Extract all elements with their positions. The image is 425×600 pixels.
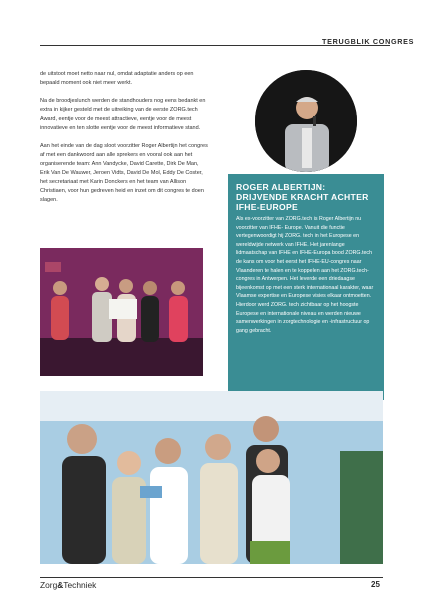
award-group-photo (40, 248, 203, 376)
award-group-illustration (40, 248, 203, 376)
panel-title: ROGER ALBERTIJN: DRIJVENDE KRACHT ACHTER IFHE-EUROPE (236, 182, 369, 212)
publication-brand (40, 580, 96, 590)
footer-rule (40, 577, 383, 578)
portrait-illustration (255, 70, 357, 172)
page-number: 25 (371, 580, 380, 589)
brand-part-2: Techniek (63, 580, 97, 590)
ceremony-illustration (40, 391, 383, 564)
roger-albertijn-portrait (255, 70, 357, 172)
article-paragraph-1: de uitstoot moet netto naar nul, omdat adaptatie anders op een bepaald moment ook niet meer werkt. (40, 71, 194, 87)
panel-text: Als ex-voorzitter van ZORG.tech is Roger Albertijn nu voorzitter van IFHE- Europe. Vanuit die functie vertegenwoordigt hij ZORG. tech in het Europese en wereldwijde netwerk van IFHE. Het jarenlange lidmaatschap van IFHE en IFHE-Europa bood ZORG.tech de kans om voor het eerst het IFHE-EU-congres naar Vlaanderen te halen en te koppelen aan het ZORG.tech-congres in Antwerpen. Het leverde een driedaagse bijeenkomst op met een sterk internationaal karakter, waar Vlaamse expertise en Europese visies elkaar ontmoetten. Hierdoor werd ZORG. tech zichtbaar op het hoogste Europese en internationale niveau en werden nieuwe samenwerkingen in zorgtechnologie en -infrastructuur op gang gebracht. (236, 216, 374, 334)
brand-ampersand: & (57, 580, 64, 590)
section-label: TERUGBLIK CONGRES (322, 37, 415, 46)
brand-part-1: Zorg (40, 580, 58, 590)
article-paragraph-3: Aan het einde van de dag sloot voorzitter Roger Albertijn het congres af met een dankwoord aan alle sprekers en vooral ook aan het organiserende team: Ann Vandycke, David Carette, Dirk De Man, Erik Van De Wauwer, Jeroen Vidts, David De Mol, Eddy De Coster, het secretariaat met Karin Donckers en het team van Allison Christiaen, voor hun gedreven heid en inzet om dit congres te doen slagen. (40, 142, 208, 204)
article-body (40, 70, 208, 214)
award-ceremony-photo (40, 391, 383, 564)
article-paragraph-2: Na de broodjeslunch werden de standhouders nog eens bedankt en extra in kijker gesteld met de uitreiking van de eerste ZORG.tech Award, eentje voor de meest attractieve, eentje voor de meest innovatieve en ten slotte eentje voor de meest informatieve stand. (40, 97, 206, 131)
